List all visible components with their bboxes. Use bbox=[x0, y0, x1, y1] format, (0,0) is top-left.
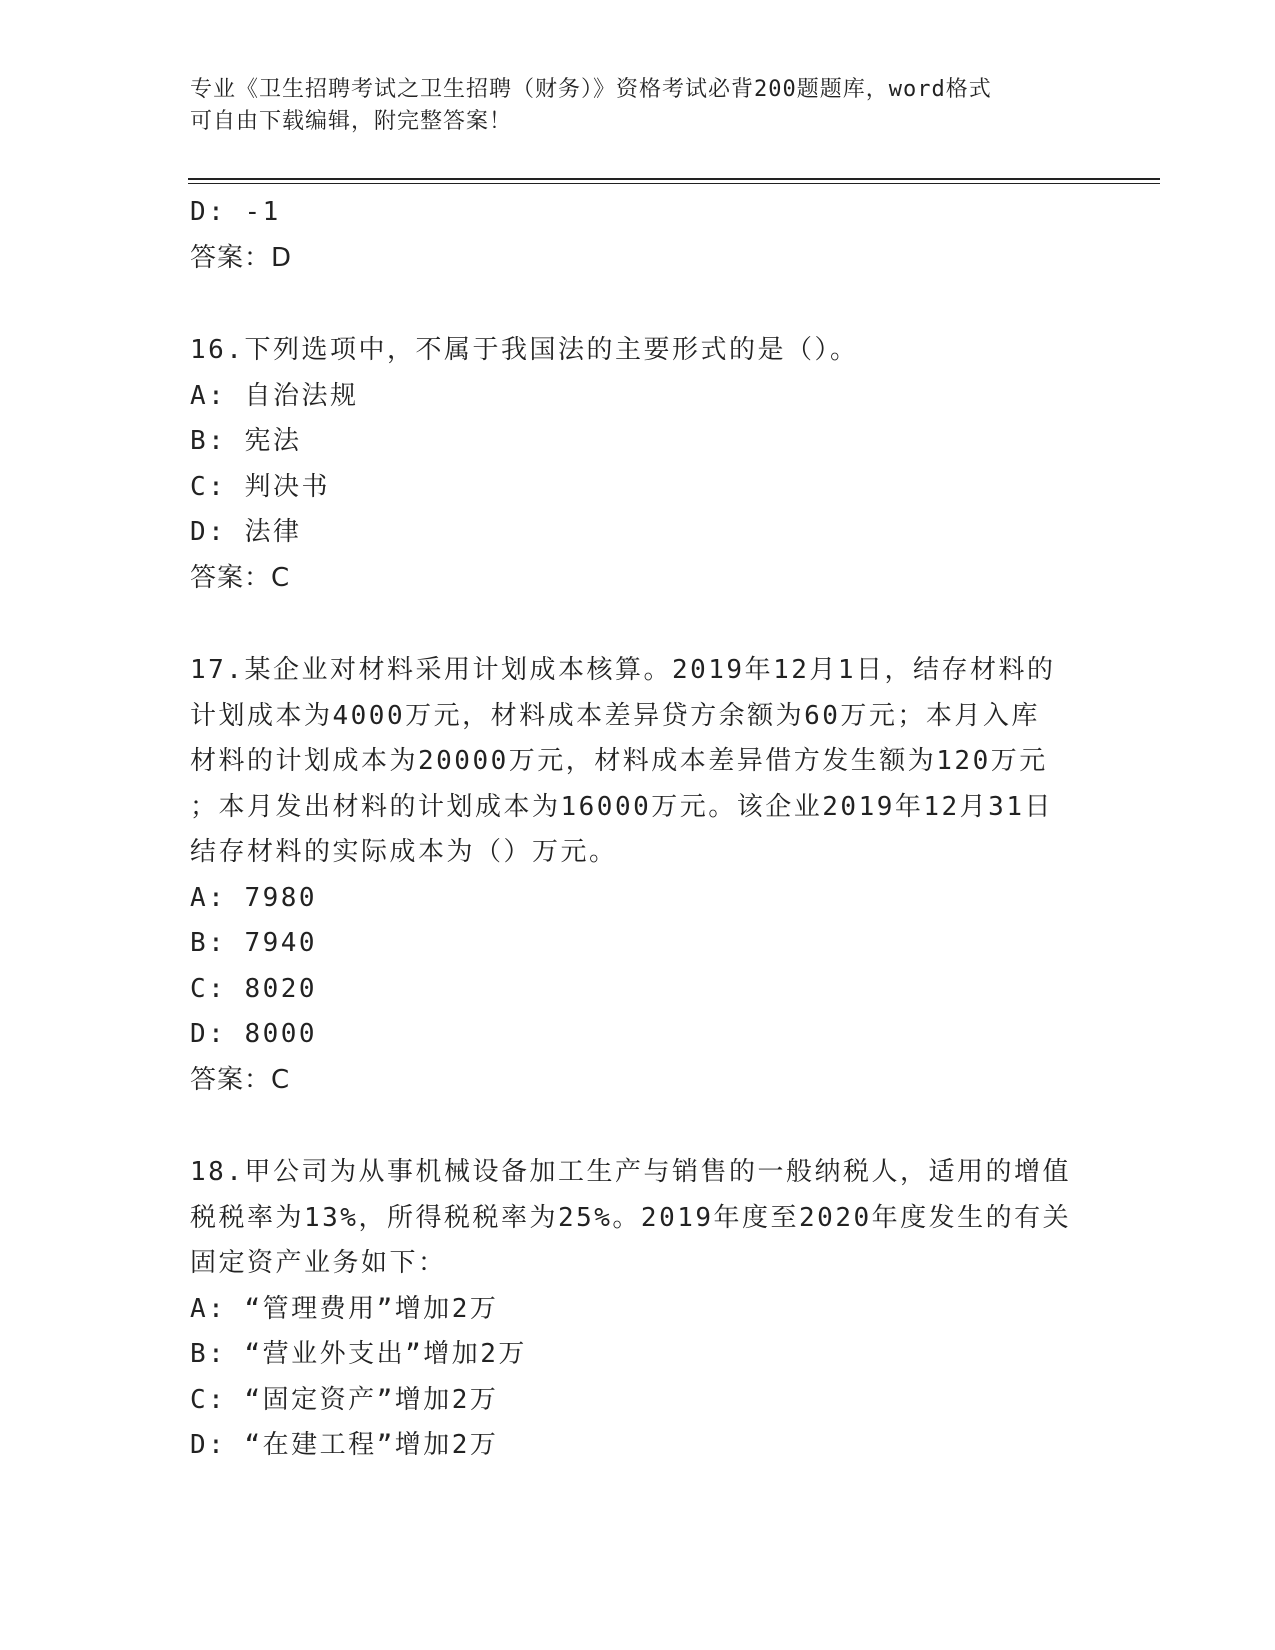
stem-line: 固定资产业务如下： bbox=[190, 1248, 447, 1278]
question-16 bbox=[190, 328, 1090, 601]
question-stem bbox=[190, 1150, 1070, 1287]
stem-line: 18.甲公司为从事机械设备加工生产与销售的一般纳税人，适用的增值 bbox=[190, 1157, 1071, 1187]
option-c: C: 判决书 bbox=[190, 471, 330, 502]
stem-line: 材料的计划成本为20000万元，材料成本差异借方发生额为120万元 bbox=[190, 746, 1048, 776]
option-b: B: 宪法 bbox=[190, 426, 302, 456]
header-divider-thin bbox=[188, 183, 1160, 184]
option-a: A: “管理费用”增加2万 bbox=[190, 1293, 499, 1324]
spacer bbox=[190, 1103, 1090, 1150]
stem-line: 税税率为13%，所得税税率为25%。2019年度至2020年度发生的有关 bbox=[190, 1202, 1072, 1233]
document-header bbox=[190, 74, 1070, 138]
stem-line: ；本月发出材料的计划成本为16000万元。该企业2019年12月31日 bbox=[190, 791, 1053, 822]
answer: 答案：C bbox=[190, 562, 291, 593]
option-c: C: “固定资产”增加2万 bbox=[190, 1384, 499, 1415]
option-b: B: 7940 bbox=[190, 928, 318, 958]
answer: 答案：C bbox=[190, 1064, 291, 1095]
stem-line: 17.某企业对材料采用计划成本核算。2019年12月1日，结存材料的 bbox=[190, 655, 1056, 685]
header-line-1: 专业《卫生招聘考试之卫生招聘（财务）》资格考试必背200题题库，word格式 bbox=[190, 77, 992, 102]
spacer bbox=[190, 601, 1090, 648]
option-a: A: 自治法规 bbox=[190, 380, 359, 411]
header-divider-thick bbox=[188, 178, 1160, 180]
option-d: D: 8000 bbox=[190, 1019, 318, 1049]
question-18 bbox=[190, 1150, 1090, 1469]
question-17 bbox=[190, 648, 1090, 1103]
option-d: D: 法律 bbox=[190, 517, 302, 547]
stem-line: 16.下列选项中，不属于我国法的主要形式的是（）。 bbox=[190, 335, 859, 365]
prev-answer: 答案：D bbox=[190, 242, 293, 273]
header-line-2: 可自由下载编辑，附完整答案！ bbox=[190, 109, 513, 134]
stem-line: 结存材料的实际成本为（）万元。 bbox=[190, 837, 618, 867]
option-d: D: “在建工程”增加2万 bbox=[190, 1430, 499, 1460]
question-stem bbox=[190, 648, 1070, 876]
question-content bbox=[190, 190, 1090, 1469]
option-b: B: “营业外支出”增加2万 bbox=[190, 1339, 527, 1369]
question-stem bbox=[190, 328, 1070, 374]
option-c: C: 8020 bbox=[190, 973, 318, 1004]
stem-line: 计划成本为4000万元，材料成本差异贷方余额为60万元；本月入库 bbox=[190, 700, 1040, 731]
prev-option-d: D: -1 bbox=[190, 197, 281, 227]
spacer bbox=[190, 281, 1090, 328]
option-a: A: 7980 bbox=[190, 882, 318, 913]
